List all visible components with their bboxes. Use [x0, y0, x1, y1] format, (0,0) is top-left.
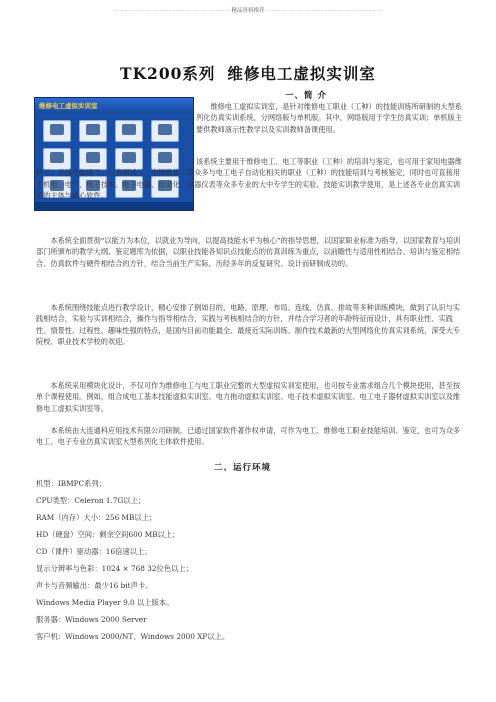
intro-paragraph-1: 维修电工虚拟实训室，是针对维修电工职业（工种）的技能训练所研制的大型系列化仿真实训系统，分网络版与单机版。其中，网络版用于学生仿真实训；单机版主要供教师演示性教学以及实训教师备课使用。 — [196, 102, 462, 134]
intro-paragraph-6: 本系统由大连通科应用技术有限公司研制，已通过国家软件著作权申请，可作为电工、维修电工职业技能培训、鉴定，也可为众多电工、电子专业仿真实训室大型系列化主体软件使用。 — [36, 426, 461, 447]
intro-paragraph-2 — [36, 156, 466, 201]
env-line: 服务器：Windows 2000 Server — [36, 615, 147, 624]
env-line: HD（硬盘）空间：剩余空间600 MB以上； — [36, 530, 180, 539]
header-dots-left: ·································································· — [114, 8, 230, 14]
screenshot-app-title: 维修电工虚拟实训室 — [39, 102, 98, 110]
env-line: 客户机：Windows 2000/NT、Windows 2000 XP以上。 — [36, 632, 230, 641]
screenshot-statusbar — [35, 202, 193, 210]
env-line: CPU类型：Celeron 1.7G以上； — [36, 496, 146, 505]
document-title — [0, 62, 496, 84]
intro-paragraph-5: 本系统采用模块化设计，不仅可作为维修电工与电工职业完整的大型虚拟实训室使用，也可按专业需求组合几个模块使用，甚至按单个课程使用。例如，组合成电工基本技能虚拟实训室、电力拖动虚拟实训室、电子技术虚拟实训室、电工电子器材虚拟实训室以及维修电工虚拟实训室等。 — [36, 381, 461, 413]
module-tile — [43, 120, 71, 142]
env-line: 显示分辨率与色彩：1024 × 768 32位色以上； — [36, 564, 194, 573]
module-tile — [151, 120, 179, 142]
intro-paragraph-4: 本系统围绕技能点进行教学设计，精心安排了例如目的、电路、原理、布局、连线、仿真、排故等多种训练模块，做到了认识与实践相结合，实验与实训相结合，操作与指导相结合，实践与考核相结合的方针，并结合学习者的年龄特征而设计，具有职业性、实践性、情景性、过程性、趣味性强的特点，是国内目前功能最全、最接近实际训练、制作技术最新的大型网络化仿真实训系统，深受大专院校、职业技术学校的欢迎。 — [36, 303, 461, 346]
env-line: 机型：IBMPC系列； — [36, 479, 106, 488]
title-name: 维修电工虚拟实训室 — [227, 64, 376, 83]
header-label: 精品资料推荐 — [231, 8, 265, 14]
env-line: 声卡与音频输出：最少16 bit声卡。 — [36, 581, 153, 590]
env-line: CD（课件）驱动器：16倍速以上； — [36, 547, 152, 556]
header-dots-right: ·································································· — [266, 8, 382, 14]
intro-paragraph-3: 本系统全面贯彻“以能力为本位，以就业为导向，以提高技能水平为核心”的指导思想，以国家职业标准为指导，以国家教育与培训部门所颁布的教学大纲、鉴定题库为依据，以职业技能各知识点技能点的仿真训练为重点，以前瞻性与适用性相结合、培训与鉴定相结合、仿真软件与硬件相结合的方针，结合当前生产实际，历经多年的反复研究、设计而研制成功的。 — [36, 236, 461, 268]
intro-paragraph-2-text: 该系统主要用于维修电工、电工等职业（工种）的培训与鉴定，也可用于家用电器维修工、无线电装接工、仪表调试工、电梯维修工等众多与电工电子自动化相关的职业（工种）的技能培训与考核鉴定，同时也可直接用于机电、电气、电子技术、电子电器、自动化、仪器仪表等众多专业的大中专学生的实验、技能实训教学使用，是上述各专业仿真实训室的主体与核心软件。 — [36, 157, 462, 200]
intro-heading: 一、简 介 — [285, 91, 327, 101]
page-header — [0, 6, 496, 14]
env-heading: 二、运行环境 — [214, 463, 272, 473]
module-tile — [79, 120, 107, 142]
env-line: RAM（内存）大小：256 MB以上； — [36, 513, 157, 522]
env-line: Windows Media Player 9.0 以上版本。 — [36, 598, 174, 607]
title-series: TK200系列 — [120, 64, 216, 83]
module-tile — [115, 120, 143, 142]
